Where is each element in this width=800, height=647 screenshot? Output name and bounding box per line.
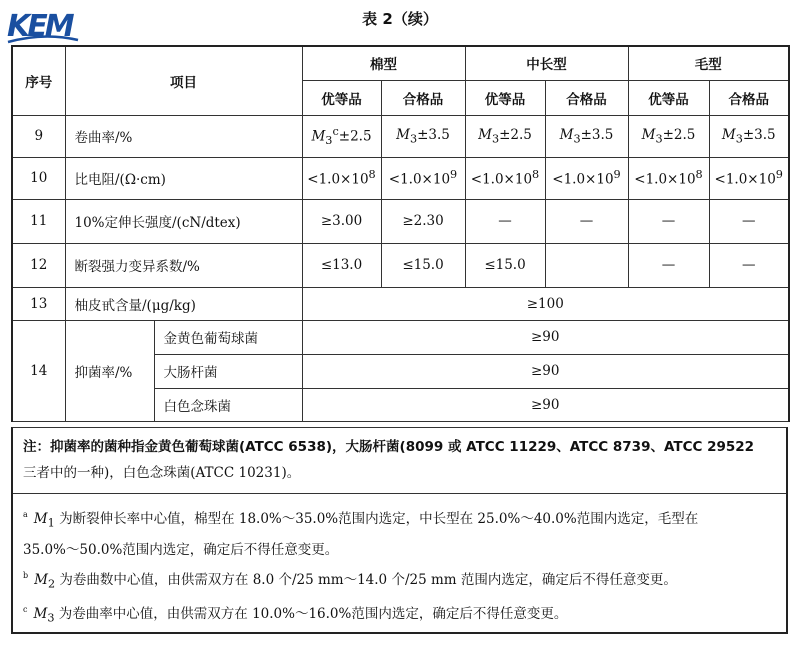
value-cell: $<1.0\times 10^9$ (709, 157, 789, 199)
value-cell: $M_3\pm 3.5$ (381, 115, 465, 157)
footnote-b: $^b$ $M_2$ 为卷曲数中心值，由供需双方在 8.0 个/25 mm～14.0 个/25 mm 范围内选定，确定后不得任意变更。 (23, 570, 677, 591)
sub-item: 大肠杆菌 (154, 354, 302, 388)
value-cell: $M_3\pm 2.5$ (628, 115, 709, 157)
table-row-11 (12, 199, 789, 243)
value-cell: — (709, 199, 789, 243)
footnote-a: $^a$ $M_1$ 为断裂伸长率中心值，棉型在 18.0%～35.0%范围内选定，中长型在 25.0%～40.0%范围内选定，毛型在 (23, 510, 699, 530)
header-grade: 合格品 (381, 80, 465, 115)
value-cell: $<1.0\times 10^8$ (628, 157, 709, 199)
value-cell: $<1.0\times 10^8$ (465, 157, 545, 199)
value-cell: — (628, 243, 709, 287)
row-number: 11 (12, 199, 65, 243)
note-line: 三者中的一种)，白色念珠菌(ATCC 10231)。 (23, 465, 301, 481)
table-row-9 (12, 115, 789, 157)
value-cell (545, 243, 628, 287)
value-cell: ≥2.30 (381, 199, 465, 243)
value-cell: ≤13.0 (302, 243, 381, 287)
value-cell: — (465, 199, 545, 243)
value-cell: — (628, 199, 709, 243)
row-number: 10 (12, 157, 65, 199)
header-grade: 优等品 (302, 80, 381, 115)
table-row-13 (12, 287, 789, 320)
row-item: 断裂强力变异系数/% (65, 243, 302, 287)
table-row-10 (12, 157, 789, 199)
header-group-cotton: 棉型 (302, 46, 465, 80)
value-cell: $M_3\pm 3.5$ (545, 115, 628, 157)
header-item: 项目 (65, 46, 302, 115)
notes-box (11, 427, 788, 634)
row-item: 卷曲率/% (65, 115, 302, 157)
value-cell: $M_3\pm 3.5$ (709, 115, 789, 157)
header-group-midlength: 中长型 (465, 46, 628, 80)
row-number: 12 (12, 243, 65, 287)
value-cell: — (545, 199, 628, 243)
sub-item: 白色念珠菌 (154, 388, 302, 421)
header-grade: 优等品 (465, 80, 545, 115)
main-note (13, 428, 786, 494)
value-cell: $<1.0\times 10^9$ (381, 157, 465, 199)
header-group-wool: 毛型 (628, 46, 789, 80)
row-item: 柚皮甙含量/(μg/kg) (65, 287, 302, 320)
value-cell: ≤15.0 (465, 243, 545, 287)
row-number: 13 (12, 287, 65, 320)
header-grade: 合格品 (545, 80, 628, 115)
sub-item: 金黄色葡萄球菌 (154, 320, 302, 354)
row-item: 10%定伸长强度/(cN/dtex) (65, 199, 302, 243)
row-number: 14 (12, 320, 65, 421)
footnote-a-cont: 35.0%～50.0%范围内选定，确定后不得任意变更。 (23, 541, 339, 558)
value-cell: ≥100 (302, 287, 789, 320)
value-cell: ≥90 (302, 320, 789, 354)
value-cell: $M_3^c\pm 2.5$ (302, 115, 381, 157)
note-line: 注：抑菌率的菌种指金黄色葡萄球菌(ATCC 6538)，大肠杆菌(8099 或 ATCC 11229、ATCC 8739、ATCC 29522 (23, 439, 755, 455)
row-item: 抑菌率/% (65, 320, 154, 421)
value-cell: ≥3.00 (302, 199, 381, 243)
value-cell: — (709, 243, 789, 287)
footnote-c: $^c$ $M_3$ 为卷曲率中心值，由供需双方在 10.0%～16.0%范围内选定，确定后不得任意变更。 (23, 605, 568, 626)
header-grade: 优等品 (628, 80, 709, 115)
table-row-14 (12, 320, 789, 354)
spec-table (11, 45, 790, 422)
value-cell: ≥90 (302, 388, 789, 421)
table-row-12 (12, 243, 789, 287)
header-grade: 合格品 (709, 80, 789, 115)
row-number: 9 (12, 115, 65, 157)
value-cell: ≤15.0 (381, 243, 465, 287)
value-cell: $<1.0\times 10^9$ (545, 157, 628, 199)
value-cell: ≥90 (302, 354, 789, 388)
header-seq: 序号 (12, 46, 65, 115)
value-cell: $<1.0\times 10^8$ (302, 157, 381, 199)
logo-text: KEM (7, 9, 72, 44)
value-cell: $M_3\pm 2.5$ (465, 115, 545, 157)
table-title: 表 2（续） (362, 10, 438, 28)
row-item: 比电阻/(Ω·cm) (65, 157, 302, 199)
